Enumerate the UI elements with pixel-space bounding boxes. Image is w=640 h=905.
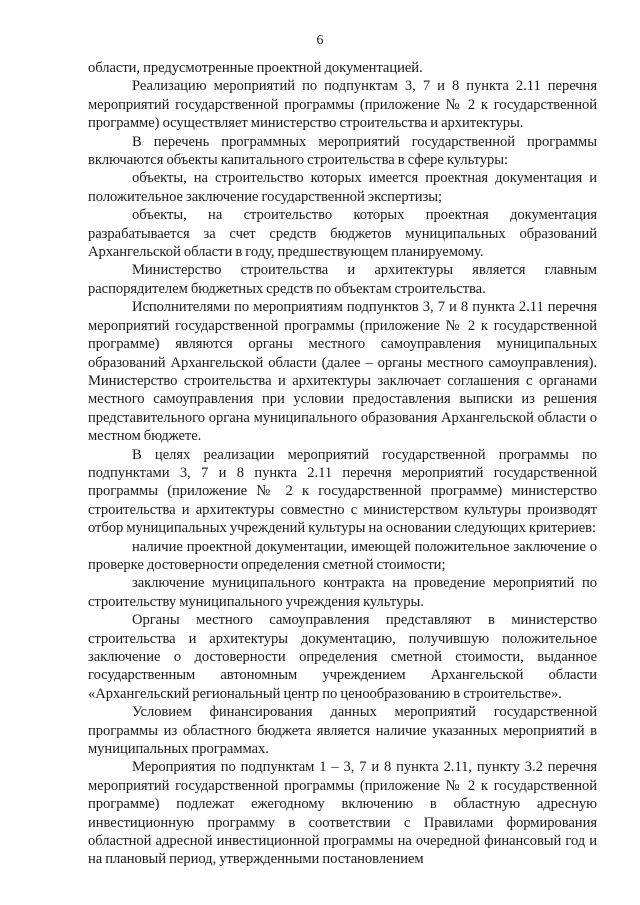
paragraph: Министерство строительства и архитектуры является главным распорядителем бюджетных средств по объектам строительства. (88, 262, 597, 297)
paragraph: Исполнителями по мероприятиям подпунктов 3, 7 и 8 пункта 2.11 перечня мероприятий государственной программы (приложение № 2 к государственной программе) являются органы местного самоуправления муниципальных образований Архангельской области (далее – органы местного самоуправления). Министерство строительства и архитектуры заключает соглашения с органами местного самоуправления при условии предоставления выписки из решения представительного органа муниципального образования Архангельской области о местном бюджете. (88, 299, 597, 445)
paragraph: В перечень программных мероприятий государственной программы включаются объекты капитального строительства в сфере культуры: (88, 133, 597, 169)
paragraph: области, предусмотренные проектной документацией. (88, 60, 423, 76)
paragraph: заключение муниципального контракта на проведение мероприятий по строительству муниципального учреждения культуры. (88, 575, 597, 610)
paragraph: Органы местного самоуправления представляют в министерство строительства и архитектуры документацию, получившую положительное заключение о достоверности определения сметной стоимости, выданное государственным автономным учреждением Архангельской области «Архангельский региональный центр по ценообразованию в строительстве». (88, 612, 597, 702)
body-text (88, 59, 597, 869)
paragraph: Мероприятия по подпунктам 1 – 3, 7 и 8 пункта 2.11, пункту 3.2 перечня мероприятий государственной программы (приложение № 2 к государственной программе) подлежат ежегодному включению в областную адресную инвестиционную программу в соответствии с Правилами формирования областной адресной инвестиционной программы на очередной финансовый год и на плановый период, утвержденными постановлением (88, 759, 597, 868)
paragraph: объекты, на строительство которых проектная документация разрабатывается за счет средств бюджетов муниципальных образований Архангельской области в году, предшествующем планируемому. (88, 207, 597, 261)
paragraph: В целях реализации мероприятий государственной программы по подпунктами 3, 7 и 8 пункта 2.11 перечня мероприятий государственной программы (приложение № 2 к государственной программе) министерство строительства и архитектуры совместно с министерством культуры производят отбор муниципальных учреждений культуры на основании следующих критериев: (88, 446, 597, 537)
paragraph: Условием финансирования данных мероприятий государственной программы из областного бюджета является наличие указанных мероприятий в муниципальных программах. (88, 704, 597, 758)
paragraph: наличие проектной документации, имеющей положительное заключение о проверке достоверности определения сметной стоимости; (88, 538, 597, 573)
paragraph: Реализацию мероприятий по подпунктам 3, 7 и 8 пункта 2.11 перечня мероприятий государственной программы (приложение № 2 к государственной программе) осуществляет министерство строительства и архитектуры. (88, 78, 597, 132)
paragraph: объекты, на строительство которых имеется проектная документация и положительное заключение государственной экспертизы; (88, 170, 597, 205)
page-number: 6 (316, 33, 324, 48)
